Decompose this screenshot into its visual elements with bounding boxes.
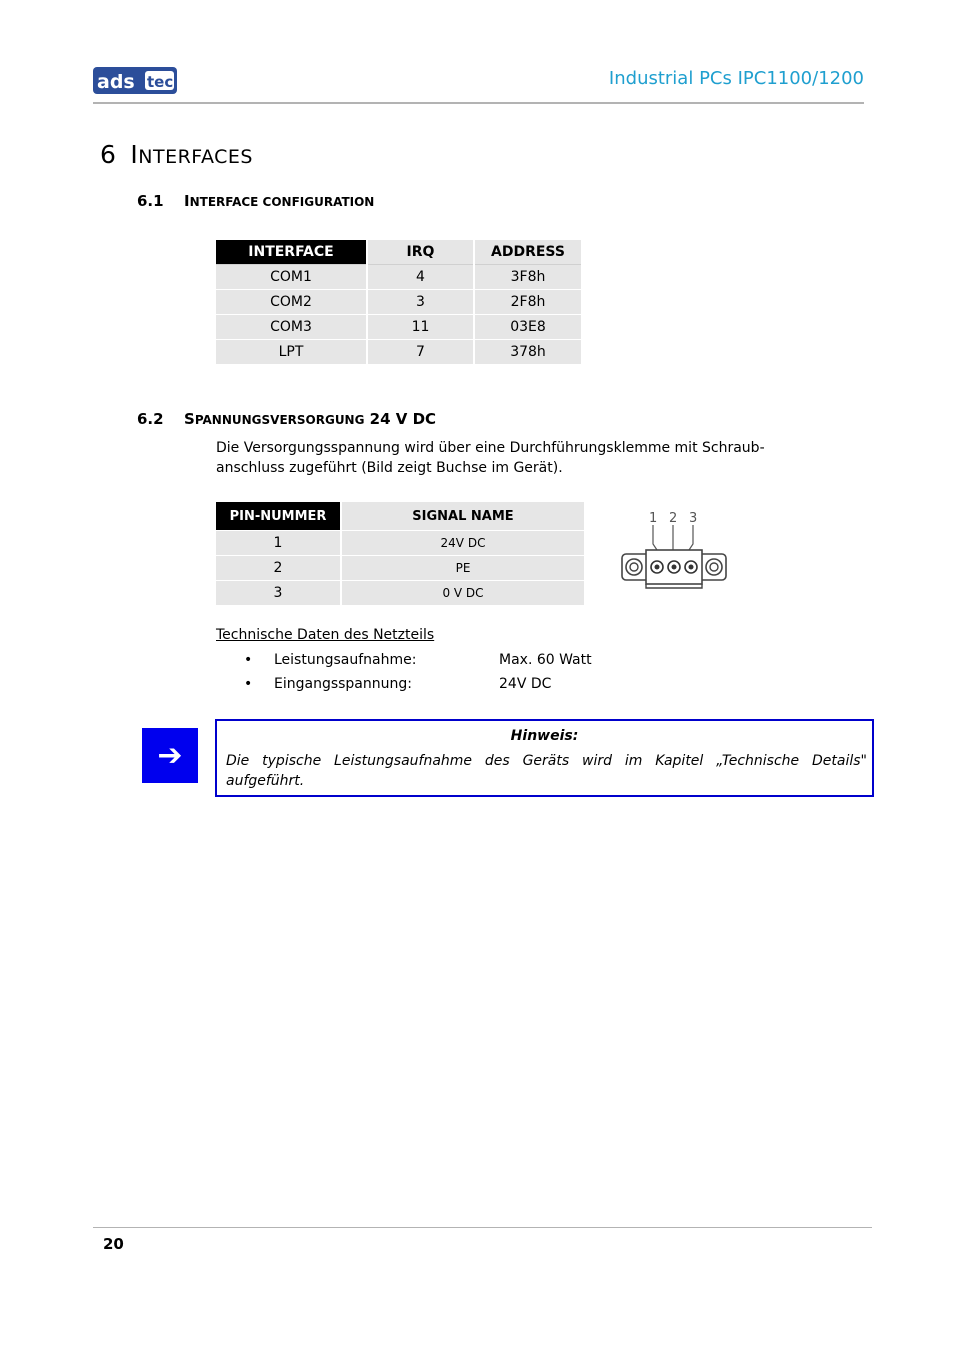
table-row bbox=[216, 531, 584, 556]
section-title-rest: PANNUNGSVERSORGUNG bbox=[194, 413, 365, 427]
document-title: Industrial PCs IPC1100/1200 bbox=[608, 68, 864, 89]
table-cell: 7 bbox=[367, 340, 474, 365]
chapter-heading bbox=[100, 140, 253, 169]
connector-graphic bbox=[616, 506, 732, 590]
section-heading-6-1 bbox=[137, 192, 374, 210]
section-paragraph bbox=[216, 438, 776, 478]
bullet-icon: • bbox=[244, 676, 253, 692]
chapter-title-initial: I bbox=[130, 140, 139, 169]
bullet-icon: • bbox=[244, 652, 253, 668]
section-number: 6.2 bbox=[137, 410, 164, 428]
section-title-initial: S bbox=[184, 410, 195, 428]
note-title: Hinweis: bbox=[510, 728, 579, 744]
table-row bbox=[216, 340, 581, 365]
table-cell: 1 bbox=[216, 531, 341, 556]
arrow-glyph: ➔ bbox=[157, 737, 183, 773]
chapter-number: 6 bbox=[100, 140, 117, 169]
section-number: 6.1 bbox=[137, 192, 164, 210]
paragraph-line: anschluss zugeführt (Bild zeigt Buchse im Gerät). bbox=[216, 460, 563, 476]
pin-table bbox=[216, 502, 584, 605]
chapter-title-rest: NTERFACES bbox=[138, 146, 253, 168]
list-item-label: Leistungsaufnahme: bbox=[274, 652, 417, 668]
logo-graphic bbox=[93, 67, 177, 94]
table-header-cell: INTERFACE bbox=[216, 240, 367, 265]
ads-tec-logo bbox=[93, 67, 177, 94]
table-cell: 3F8h bbox=[474, 265, 581, 290]
pin-label: 1 bbox=[649, 511, 658, 526]
interface-table bbox=[216, 240, 581, 364]
table-cell: 0 V DC bbox=[341, 581, 584, 606]
table-row bbox=[216, 290, 581, 315]
table-row bbox=[216, 315, 581, 340]
table-cell: 03E8 bbox=[474, 315, 581, 340]
section-heading-6-2 bbox=[137, 410, 436, 428]
table-row bbox=[216, 581, 584, 606]
table-cell: 3 bbox=[216, 581, 341, 606]
table-header-cell: SIGNAL NAME bbox=[341, 502, 584, 531]
section-title-initial: I bbox=[184, 192, 190, 210]
list-item-value: Max. 60 Watt bbox=[499, 652, 592, 668]
table-cell: PE bbox=[341, 556, 584, 581]
list-item-label: Eingangsspannung: bbox=[274, 676, 412, 692]
note-text: Die typische Leistungsaufnahme des Geräts wird im Kapitel „Technische Details" aufgeführt. bbox=[226, 753, 867, 789]
header-divider bbox=[93, 102, 864, 104]
tech-data-heading: Technische Daten des Netzteils bbox=[216, 627, 435, 643]
table-cell: 378h bbox=[474, 340, 581, 365]
logo-text-tec: tec bbox=[147, 73, 174, 91]
section-title-suffix: 24 V DC bbox=[364, 410, 437, 428]
table-cell: LPT bbox=[216, 340, 367, 365]
table-header-row bbox=[216, 502, 584, 531]
table-cell: 24V DC bbox=[341, 531, 584, 556]
table-cell: 3 bbox=[367, 290, 474, 315]
footer-divider bbox=[93, 1227, 872, 1228]
table-header-cell: PIN-NUMMER bbox=[216, 502, 341, 531]
table-cell: 2 bbox=[216, 556, 341, 581]
arrow-right-icon bbox=[142, 728, 198, 783]
table-row bbox=[216, 556, 584, 581]
table-cell: 4 bbox=[367, 265, 474, 290]
table-header-cell: ADDRESS bbox=[474, 240, 581, 265]
table-header-cell: IRQ bbox=[367, 240, 474, 265]
table-header-row bbox=[216, 240, 581, 265]
paragraph-line: Die Versorgungsspannung wird über eine Durchführungsklemme mit Schraub- bbox=[216, 440, 765, 456]
note-box bbox=[215, 719, 874, 797]
pin-label: 2 bbox=[669, 511, 678, 526]
table-cell: COM3 bbox=[216, 315, 367, 340]
pin-label: 3 bbox=[689, 511, 698, 526]
power-connector-diagram bbox=[616, 506, 732, 590]
logo-text-ads: ads bbox=[97, 71, 135, 93]
list-item-value: 24V DC bbox=[499, 676, 552, 692]
page-number: 20 bbox=[103, 1235, 124, 1253]
table-cell: 11 bbox=[367, 315, 474, 340]
table-cell: COM1 bbox=[216, 265, 367, 290]
table-row bbox=[216, 265, 581, 290]
table-cell: COM2 bbox=[216, 290, 367, 315]
table-cell: 2F8h bbox=[474, 290, 581, 315]
section-title-rest: NTERFACE CONFIGURATION bbox=[189, 195, 375, 209]
